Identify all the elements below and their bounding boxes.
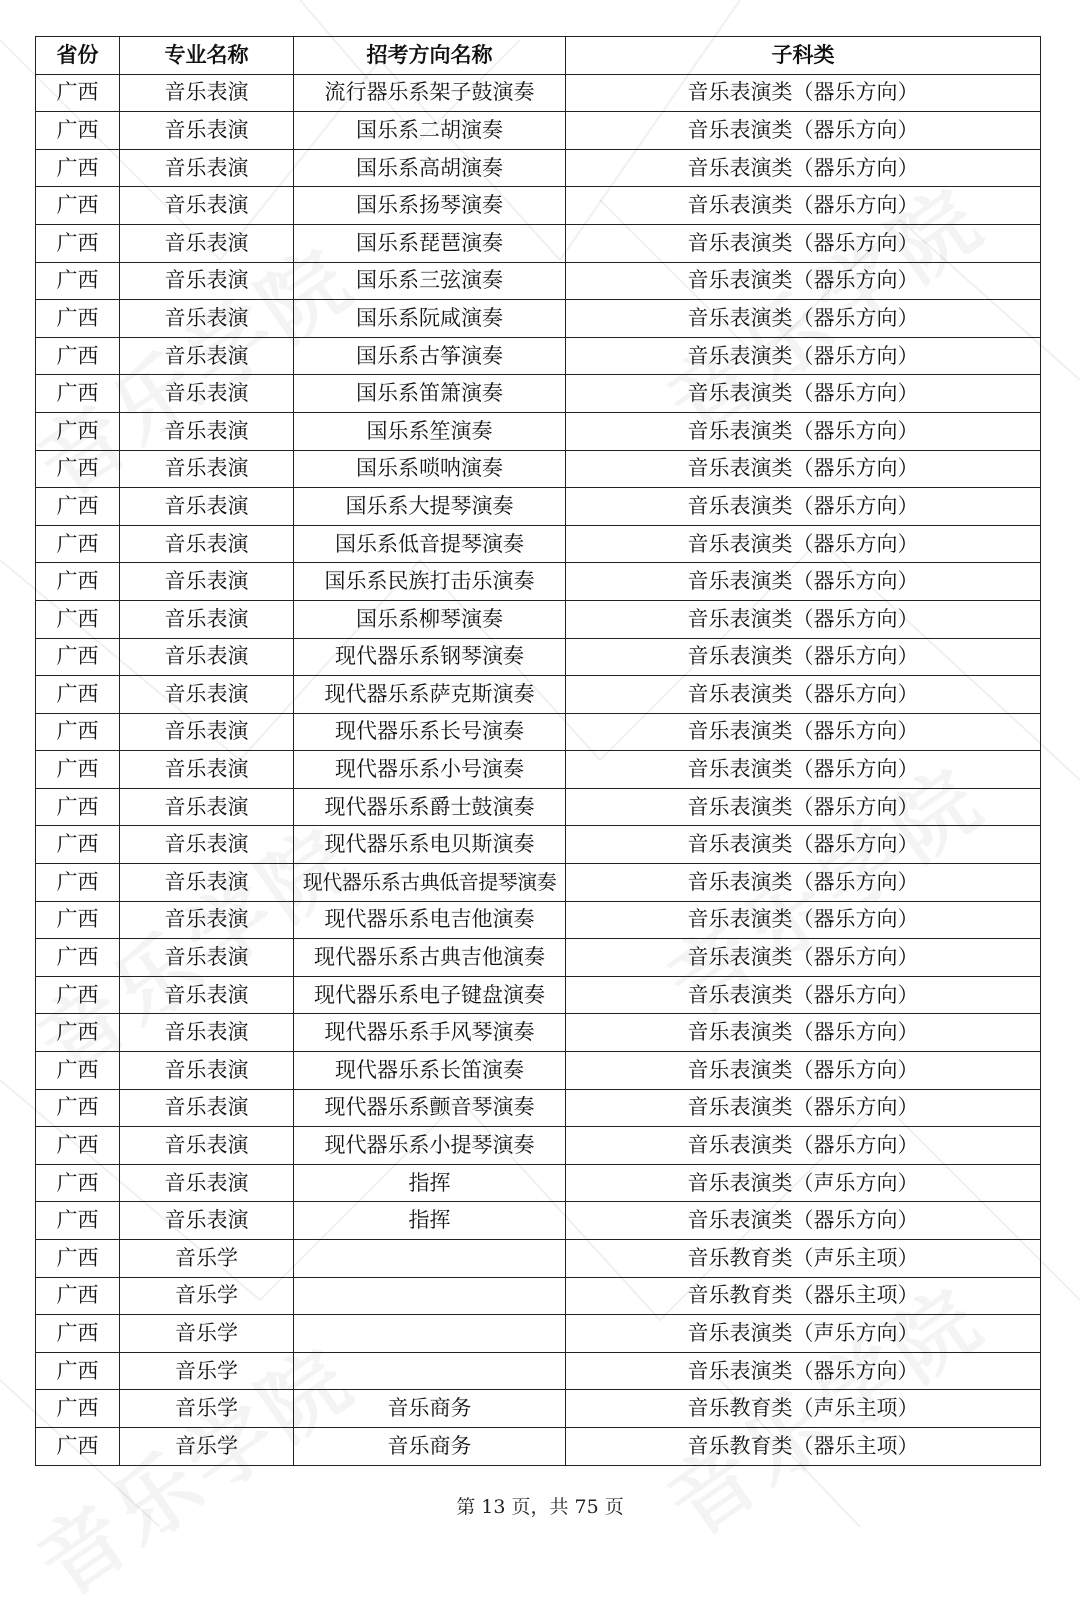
cell-province: 广西: [36, 262, 120, 300]
cell-subcategory: 音乐表演类（器乐方向）: [566, 300, 1041, 338]
cell-major: 音乐表演: [120, 826, 294, 864]
cell-direction: 音乐商务: [294, 1390, 566, 1428]
cell-major: 音乐表演: [120, 300, 294, 338]
cell-major: 音乐表演: [120, 563, 294, 601]
cell-direction: 指挥: [294, 1164, 566, 1202]
cell-major: 音乐表演: [120, 525, 294, 563]
cell-major: 音乐表演: [120, 1127, 294, 1165]
cell-direction: 现代器乐系手风琴演奏: [294, 1014, 566, 1052]
cell-subcategory: 音乐表演类（器乐方向）: [566, 1052, 1041, 1090]
cell-province: 广西: [36, 74, 120, 112]
cell-major: 音乐表演: [120, 676, 294, 714]
cell-direction: 现代器乐系古典低音提琴演奏: [294, 864, 566, 902]
cell-direction: 现代器乐系小号演奏: [294, 751, 566, 789]
cell-direction: 现代器乐系小提琴演奏: [294, 1127, 566, 1165]
table-body: [36, 74, 1041, 1465]
table-row: [36, 450, 1041, 488]
cell-subcategory: 音乐表演类（器乐方向）: [566, 713, 1041, 751]
cell-subcategory: 音乐表演类（器乐方向）: [566, 1352, 1041, 1390]
table-row: [36, 1127, 1041, 1165]
table-row: [36, 1052, 1041, 1090]
cell-subcategory: 音乐表演类（器乐方向）: [566, 563, 1041, 601]
cell-major: 音乐表演: [120, 1089, 294, 1127]
cell-major: 音乐表演: [120, 1014, 294, 1052]
table-row: [36, 1315, 1041, 1353]
cell-major: 音乐表演: [120, 224, 294, 262]
table-row: [36, 600, 1041, 638]
cell-direction: 国乐系低音提琴演奏: [294, 525, 566, 563]
cell-subcategory: 音乐表演类（器乐方向）: [566, 74, 1041, 112]
cell-subcategory: 音乐表演类（器乐方向）: [566, 1014, 1041, 1052]
cell-subcategory: 音乐表演类（器乐方向）: [566, 1089, 1041, 1127]
cell-major: 音乐表演: [120, 337, 294, 375]
cell-subcategory: 音乐表演类（器乐方向）: [566, 412, 1041, 450]
table-row: [36, 525, 1041, 563]
cell-major: 音乐学: [120, 1277, 294, 1315]
table-row: [36, 1202, 1041, 1240]
cell-subcategory: 音乐表演类（器乐方向）: [566, 375, 1041, 413]
cell-subcategory: 音乐表演类（器乐方向）: [566, 676, 1041, 714]
cell-subcategory: 音乐表演类（器乐方向）: [566, 224, 1041, 262]
cell-direction: 现代器乐系颤音琴演奏: [294, 1089, 566, 1127]
cell-province: 广西: [36, 187, 120, 225]
cell-direction: 现代器乐系爵士鼓演奏: [294, 788, 566, 826]
table-row: [36, 149, 1041, 187]
cell-subcategory: 音乐教育类（声乐主项）: [566, 1390, 1041, 1428]
cell-direction: 国乐系高胡演奏: [294, 149, 566, 187]
table-row: [36, 300, 1041, 338]
cell-subcategory: 音乐表演类（器乐方向）: [566, 751, 1041, 789]
page-number: 第 13 页，共 75 页: [456, 1496, 624, 1518]
cell-direction: [294, 1352, 566, 1390]
table-row: [36, 224, 1041, 262]
cell-province: 广西: [36, 1089, 120, 1127]
cell-major: 音乐学: [120, 1240, 294, 1278]
cell-major: 音乐表演: [120, 375, 294, 413]
cell-province: 广西: [36, 600, 120, 638]
table-row: [36, 1277, 1041, 1315]
cell-major: 音乐表演: [120, 751, 294, 789]
cell-direction: 国乐系三弦演奏: [294, 262, 566, 300]
cell-major: 音乐表演: [120, 864, 294, 902]
cell-province: 广西: [36, 337, 120, 375]
cell-direction: 国乐系扬琴演奏: [294, 187, 566, 225]
cell-province: 广西: [36, 638, 120, 676]
cell-province: 广西: [36, 224, 120, 262]
table-row: [36, 563, 1041, 601]
header-major: 专业名称: [120, 37, 294, 75]
table-row: [36, 939, 1041, 977]
table-row: [36, 713, 1041, 751]
cell-direction: 指挥: [294, 1202, 566, 1240]
table-row: [36, 788, 1041, 826]
table-row: [36, 262, 1041, 300]
cell-major: 音乐表演: [120, 901, 294, 939]
cell-direction: 国乐系阮咸演奏: [294, 300, 566, 338]
cell-major: 音乐学: [120, 1352, 294, 1390]
cell-province: 广西: [36, 1164, 120, 1202]
cell-subcategory: 音乐表演类（器乐方向）: [566, 450, 1041, 488]
cell-major: 音乐学: [120, 1390, 294, 1428]
cell-province: 广西: [36, 525, 120, 563]
cell-direction: 国乐系柳琴演奏: [294, 600, 566, 638]
cell-major: 音乐表演: [120, 187, 294, 225]
cell-province: 广西: [36, 713, 120, 751]
cell-province: 广西: [36, 412, 120, 450]
cell-province: 广西: [36, 375, 120, 413]
cell-province: 广西: [36, 1240, 120, 1278]
cell-direction: 现代器乐系电贝斯演奏: [294, 826, 566, 864]
cell-major: 音乐表演: [120, 74, 294, 112]
cell-direction: 国乐系大提琴演奏: [294, 488, 566, 526]
header-direction: 招考方向名称: [294, 37, 566, 75]
cell-direction: 流行器乐系架子鼓演奏: [294, 74, 566, 112]
cell-major: 音乐表演: [120, 1052, 294, 1090]
cell-direction: [294, 1277, 566, 1315]
cell-subcategory: 音乐表演类（器乐方向）: [566, 262, 1041, 300]
cell-subcategory: 音乐教育类（声乐主项）: [566, 1240, 1041, 1278]
cell-province: 广西: [36, 1315, 120, 1353]
cell-province: 广西: [36, 1127, 120, 1165]
cell-subcategory: 音乐表演类（器乐方向）: [566, 1202, 1041, 1240]
cell-subcategory: 音乐表演类（器乐方向）: [566, 788, 1041, 826]
cell-province: 广西: [36, 1277, 120, 1315]
cell-direction: 国乐系二胡演奏: [294, 112, 566, 150]
table-row: [36, 864, 1041, 902]
cell-province: 广西: [36, 1014, 120, 1052]
cell-province: 广西: [36, 864, 120, 902]
cell-major: 音乐表演: [120, 976, 294, 1014]
cell-major: 音乐表演: [120, 1202, 294, 1240]
cell-direction: 现代器乐系电子键盘演奏: [294, 976, 566, 1014]
table-row: [36, 1240, 1041, 1278]
cell-province: 广西: [36, 149, 120, 187]
table-row: [36, 1390, 1041, 1428]
table-header-row: [36, 37, 1041, 75]
cell-subcategory: 音乐表演类（器乐方向）: [566, 488, 1041, 526]
cell-province: 广西: [36, 1052, 120, 1090]
cell-direction: 音乐商务: [294, 1427, 566, 1465]
cell-subcategory: 音乐表演类（器乐方向）: [566, 149, 1041, 187]
cell-subcategory: 音乐表演类（器乐方向）: [566, 112, 1041, 150]
table-row: [36, 901, 1041, 939]
cell-subcategory: 音乐表演类（器乐方向）: [566, 939, 1041, 977]
cell-province: 广西: [36, 939, 120, 977]
table-row: [36, 1352, 1041, 1390]
cell-subcategory: 音乐表演类（器乐方向）: [566, 600, 1041, 638]
header-subcategory: 子科类: [566, 37, 1041, 75]
admissions-table: [35, 36, 1041, 1466]
cell-subcategory: 音乐表演类（声乐方向）: [566, 1315, 1041, 1353]
cell-major: 音乐学: [120, 1315, 294, 1353]
table-row: [36, 337, 1041, 375]
table-row: [36, 976, 1041, 1014]
cell-direction: [294, 1315, 566, 1353]
cell-major: 音乐表演: [120, 1164, 294, 1202]
cell-subcategory: 音乐表演类（器乐方向）: [566, 864, 1041, 902]
table-row: [36, 751, 1041, 789]
cell-direction: 国乐系笛箫演奏: [294, 375, 566, 413]
cell-province: 广西: [36, 563, 120, 601]
cell-direction: 国乐系琵琶演奏: [294, 224, 566, 262]
table-row: [36, 375, 1041, 413]
cell-direction: 国乐系古筝演奏: [294, 337, 566, 375]
cell-subcategory: 音乐表演类（器乐方向）: [566, 826, 1041, 864]
table-row: [36, 187, 1041, 225]
cell-major: 音乐表演: [120, 713, 294, 751]
cell-direction: 国乐系笙演奏: [294, 412, 566, 450]
cell-province: 广西: [36, 488, 120, 526]
cell-direction: 现代器乐系长号演奏: [294, 713, 566, 751]
cell-subcategory: 音乐表演类（器乐方向）: [566, 976, 1041, 1014]
cell-subcategory: 音乐表演类（器乐方向）: [566, 187, 1041, 225]
table-row: [36, 676, 1041, 714]
table-row: [36, 412, 1041, 450]
table-row: [36, 1427, 1041, 1465]
cell-major: 音乐表演: [120, 788, 294, 826]
cell-major: 音乐表演: [120, 600, 294, 638]
table-row: [36, 1014, 1041, 1052]
cell-major: 音乐表演: [120, 262, 294, 300]
cell-direction: 现代器乐系长笛演奏: [294, 1052, 566, 1090]
cell-province: 广西: [36, 1202, 120, 1240]
table-row: [36, 1089, 1041, 1127]
cell-province: 广西: [36, 112, 120, 150]
cell-direction: [294, 1240, 566, 1278]
cell-province: 广西: [36, 751, 120, 789]
cell-province: 广西: [36, 901, 120, 939]
table-row: [36, 74, 1041, 112]
cell-subcategory: 音乐表演类（器乐方向）: [566, 525, 1041, 563]
table-row: [36, 112, 1041, 150]
table-row: [36, 638, 1041, 676]
cell-direction: 国乐系唢呐演奏: [294, 450, 566, 488]
cell-major: 音乐表演: [120, 412, 294, 450]
cell-major: 音乐表演: [120, 939, 294, 977]
cell-subcategory: 音乐教育类（器乐主项）: [566, 1427, 1041, 1465]
cell-province: 广西: [36, 788, 120, 826]
cell-subcategory: 音乐表演类（器乐方向）: [566, 1127, 1041, 1165]
cell-major: 音乐表演: [120, 488, 294, 526]
header-province: 省份: [36, 37, 120, 75]
cell-province: 广西: [36, 1352, 120, 1390]
cell-major: 音乐学: [120, 1427, 294, 1465]
cell-direction: 现代器乐系萨克斯演奏: [294, 676, 566, 714]
cell-province: 广西: [36, 450, 120, 488]
table-row: [36, 488, 1041, 526]
cell-province: 广西: [36, 1427, 120, 1465]
table-row: [36, 1164, 1041, 1202]
table-row: [36, 826, 1041, 864]
cell-province: 广西: [36, 976, 120, 1014]
cell-major: 音乐表演: [120, 450, 294, 488]
cell-direction: 现代器乐系电吉他演奏: [294, 901, 566, 939]
cell-subcategory: 音乐表演类（器乐方向）: [566, 638, 1041, 676]
cell-direction: 国乐系民族打击乐演奏: [294, 563, 566, 601]
cell-province: 广西: [36, 1390, 120, 1428]
cell-major: 音乐表演: [120, 149, 294, 187]
cell-major: 音乐表演: [120, 638, 294, 676]
cell-province: 广西: [36, 826, 120, 864]
cell-subcategory: 音乐教育类（器乐主项）: [566, 1277, 1041, 1315]
cell-subcategory: 音乐表演类（声乐方向）: [566, 1164, 1041, 1202]
cell-subcategory: 音乐表演类（器乐方向）: [566, 337, 1041, 375]
cell-direction: 现代器乐系钢琴演奏: [294, 638, 566, 676]
cell-direction: 现代器乐系古典吉他演奏: [294, 939, 566, 977]
cell-province: 广西: [36, 300, 120, 338]
cell-major: 音乐表演: [120, 112, 294, 150]
cell-province: 广西: [36, 676, 120, 714]
cell-subcategory: 音乐表演类（器乐方向）: [566, 901, 1041, 939]
